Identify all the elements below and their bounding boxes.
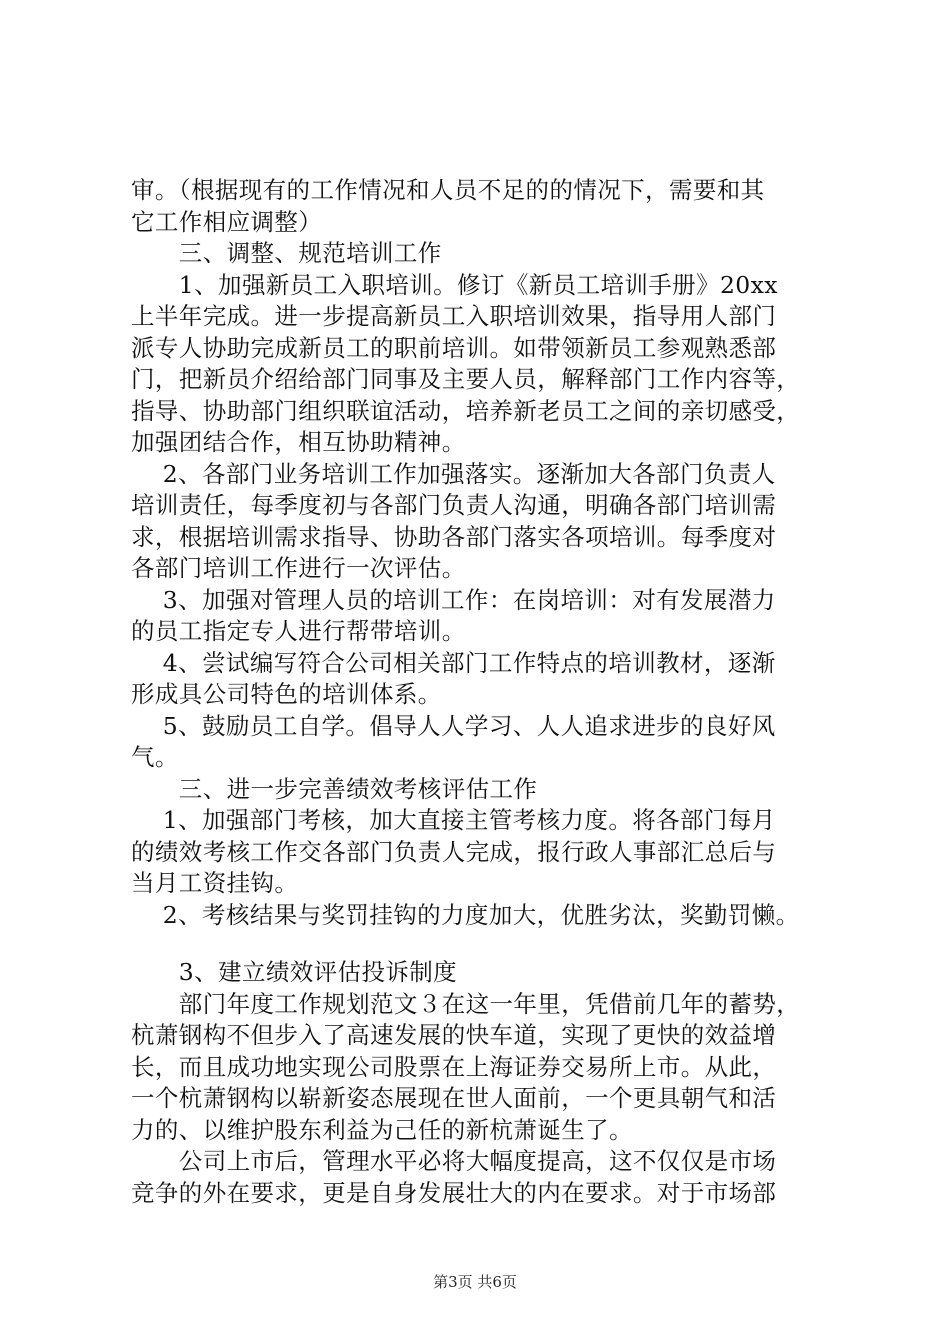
text-line: 指导、协助部门组织联谊活动，培养新老员工之间的亲切感受， [131, 396, 801, 425]
text-line: 2、考核结果与奖罚挂钩的力度加大，优胜劣汰，奖勤罚懒。 [131, 900, 800, 929]
text-line: 它工作相应调整） [131, 207, 323, 236]
section-heading: 三、进一步完善绩效考核评估工作 [131, 774, 538, 803]
text-line: 1、加强部门考核，加大直接主管考核力度。将各部门每月 [131, 806, 776, 834]
text-line: 3、加强对管理人员的培训工作：在岗培训：对有发展潜力 [131, 585, 776, 614]
text-line: 2、各部门业务培训工作加强落实。逐渐加大各部门负责人 [131, 459, 776, 488]
text-line: 当月工资挂钩。 [131, 869, 299, 897]
text-line: 派专人协助完成新员工的职前培训。如带领新员工参观熟悉部 [131, 333, 777, 362]
text-line: 各部门培训工作进行一次评估。 [131, 554, 466, 582]
text-line: 的绩效考核工作交各部门负责人完成，报行政人事部汇总后与 [131, 837, 777, 866]
text-line: 4、尝试编写符合公司相关部门工作特点的培训教材，逐渐 [131, 648, 776, 677]
text-line: 力的、以维护股东利益为己任的新杭萧诞生了。 [131, 1115, 633, 1144]
text-line: 杭萧钢构不但步入了高速发展的快车道，实现了更快的效益增 [131, 1021, 777, 1049]
text-line: 加强团结合作，相互协助精神。 [131, 428, 466, 456]
text-line: 的员工指定专人进行帮带培训。 [131, 617, 466, 645]
text-line: 竞争的外在要求，更是自身发展壮大的内在要求。对于市场部 [131, 1178, 777, 1207]
text-line: 部门年度工作规划范文３在这一年里，凭借前几年的蓄势， [131, 989, 801, 1018]
text-line: 培训责任，每季度初与各部门负责人沟通，明确各部门培训需 [131, 491, 777, 519]
text-line: 门，把新员介绍给部门同事及主要人员，解释部门工作内容等， [131, 365, 801, 393]
text-line: 长，而且成功地实现公司股票在上海证券交易所上市。从此， [131, 1052, 777, 1081]
text-line: 1、加强新员工入职培训。修订《新员工培训手册》20xx [131, 270, 778, 299]
text-line: 气。 [131, 743, 179, 771]
page-number-label: 第3页 共6页 [433, 1273, 517, 1291]
text-line: 求，根据培训需求指导、协助各部门落实各项培训。每季度对 [131, 522, 777, 551]
text-line: 审。（根据现有的工作情况和人员不足的的情况下，需要和其 [131, 176, 765, 204]
text-line: 公司上市后，管理水平必将大幅度提高，这不仅仅是市场 [131, 1147, 777, 1175]
text-line: 一个杭萧钢构以崭新姿态展现在世人面前，一个更具朝气和活 [131, 1084, 777, 1112]
page-footer [0, 1272, 950, 1292]
section-heading: 三、调整、规范培训工作 [131, 239, 442, 267]
text-line: 上半年完成。进一步提高新员工入职培训效果，指导用人部门 [131, 302, 777, 330]
text-line: 5、鼓励员工自学。倡导人人学习、人人追求进步的良好风 [131, 711, 776, 740]
text-line: 形成具公司特色的培训体系。 [131, 680, 442, 708]
text-line: 3、建立绩效评估投诉制度 [131, 958, 458, 986]
blank-line [131, 931, 851, 957]
document-body [131, 175, 851, 1209]
